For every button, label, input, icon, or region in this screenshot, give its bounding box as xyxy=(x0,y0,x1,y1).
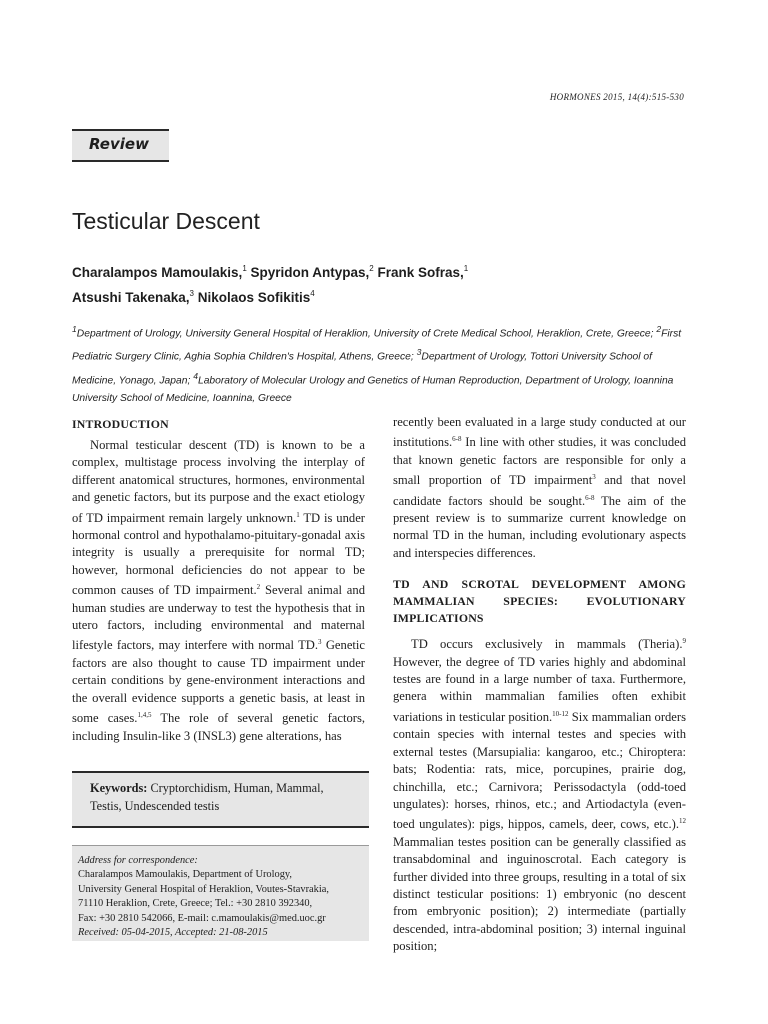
section-heading-td-scrotal: TD AND SCROTAL DEVELOPMENT AMONG MAMMALIAN SPECIES: EVOLUTIONARY IMPLICATIONS xyxy=(393,577,686,626)
body-text: Normal testicular descent (TD) is known to be a complex, multistage process involving the interplay of different anatomical structures, hormones, environmental and genetic factors, but its purpose and the exact etiology of TD impairment remain largely unknown. xyxy=(72,438,365,525)
body-text: TD is under hormonal control and hypothalamo-pituitary-gonadal axis integrity is usually a prerequisite for normal TD; however, hormonal deficiencies do not appear to be common causes of TD impairment. xyxy=(72,510,365,598)
author-affiliation-mark: 4 xyxy=(310,289,315,298)
section-heading-introduction: INTRODUCTION xyxy=(72,417,169,431)
affiliation-text: Laboratory of Molecular Urology and Genetics of Human Reproduction, Department of Urology, Ioannina University School of Medicine, Ioannina, Greece xyxy=(72,375,674,405)
citation: 1,4,5 xyxy=(137,711,152,720)
article-title: Testicular Descent xyxy=(72,208,260,234)
author-name: Nikolaos Sofikitis xyxy=(197,290,311,305)
body-text: TD occurs exclusively in mammals (Theria). xyxy=(411,637,683,652)
affiliation-mark: 1 xyxy=(72,324,77,334)
affiliations xyxy=(72,320,692,408)
body-text: The aim of the present review is to summarize current knowledge on normal TD in the human, including evolutionary aspects and interspecies differences. xyxy=(393,493,686,560)
affiliation-mark: 2 xyxy=(656,324,662,334)
journal-reference: HORMONES 2015, 14(4):515-530 xyxy=(549,92,684,102)
correspondence-line: University General Hospital of Heraklion, Voutes-Stavrakia, xyxy=(78,883,329,895)
author-list xyxy=(72,258,692,308)
received-accepted-dates: Received: 05-04-2015, Accepted: 21-08-2015 xyxy=(78,927,268,939)
body-text: However, the degree of TD varies highly and abdominal testes are found in a large number of taxa. Furthermore, genera within mammalian families often exhibit variations in testicular position. xyxy=(393,654,686,724)
author-affiliation-mark: 1 xyxy=(463,264,469,273)
author-affiliation-mark: 3 xyxy=(189,289,194,298)
body-text: and that novel candidate factors should be sought. xyxy=(393,473,687,508)
keywords-label: Keywords: xyxy=(90,781,148,795)
keywords-text: Cryptorchidism, Human, Mammal, Testis, Undescended testis xyxy=(90,781,324,813)
correspondence-title: Address for correspondence: xyxy=(78,855,198,866)
citation: 3 xyxy=(592,473,596,482)
citation: 10-12 xyxy=(552,709,569,718)
author-name: Frank Sofras, xyxy=(377,265,464,280)
author-name: Spyridon Antypas, xyxy=(250,265,370,280)
author-name: Atsushi Takenaka, xyxy=(72,290,190,305)
affiliation-text: First Pediatric Surgery Clinic, Aghia Sophia Children's Hospital, Athens, Greece; xyxy=(72,328,682,363)
keywords-box xyxy=(72,771,369,828)
correspondence-line: 71110 Heraklion, Crete, Greece; Tel.: +30 2810 392340, xyxy=(78,898,313,910)
body-text: Six mammalian orders contain species with internal testes and species with external testes (Marsupialia: kangaroo, etc.; Chiroptera: bats; Rodentia: rats, mice, porcupines, prairie dog, chinchilla, etc.; Carnivora; Perissodactyla (odd-toed ungulates): horses, rhinos, etc.; and Artiodactyla (even-toed ungulates): pigs, hippos, camels, deer, cows, etc.). xyxy=(393,709,686,832)
citation: 3 xyxy=(318,638,322,647)
body-text: Mammalian testes position can be generally classified as transabdominal and inguinoscrotal. Each category is further divided into three groups, resulting in a total of six distinct testicular positions: 1) embryonic (no descent from embryonic position); 2) intermediate (partially descended, intra-abdominal position; 3) internal inguinal position; xyxy=(393,834,686,954)
correspondence-line: Fax: +30 2810 542066, E-mail: c.mamoulakis@med.uoc.gr xyxy=(78,912,326,924)
body-text: The role of several genetic factors, including Insulin-like 3 (INSL3) gene alterations, has xyxy=(72,711,366,743)
correspondence-box xyxy=(72,845,369,941)
td-paragraph xyxy=(393,633,686,955)
citation: 1 xyxy=(296,510,300,519)
right-column xyxy=(393,414,686,956)
section-label: Review xyxy=(89,135,149,153)
intro-paragraph xyxy=(72,437,365,745)
body-text: Several animal and human studies are underway to test the hypothesis that in utero factors, including environmental and maternal lifestyle factors, may interfere with normal TD. xyxy=(72,583,365,653)
body-text: In line with other studies, it was concluded that known genetic factors are responsible for only a small proportion of TD impairment xyxy=(393,435,686,488)
citation: 6-8 xyxy=(585,493,595,502)
section-label-box xyxy=(72,129,169,162)
author-name: Charalampos Mamoulakis, xyxy=(72,265,243,280)
author-affiliation-mark: 2 xyxy=(369,264,374,273)
correspondence-line: Charalampos Mamoulakis, Department of Urology, xyxy=(78,869,293,881)
author-affiliation-mark: 1 xyxy=(242,264,247,273)
citation: 2 xyxy=(256,583,261,592)
body-text: recently been evaluated in a large study conducted at our institutions. xyxy=(393,415,686,450)
affiliation-text: Department of Urology, University General Hospital of Heraklion, University of Crete Medical School, Heraklion, Crete, Greece; xyxy=(76,328,657,340)
left-column xyxy=(72,414,365,745)
intro-continuation-paragraph xyxy=(393,414,686,562)
body-text: Genetic factors are also thought to cause TD impairment under certain conditions by gene-environment interactions and the overall evidence supports a genetic basis, at least in some cases. xyxy=(72,638,365,726)
affiliation-mark: 4 xyxy=(193,370,198,381)
citation: 9 xyxy=(682,637,686,646)
affiliation-text: Department of Urology, Tottori University School of Medicine, Yonago, Japan; xyxy=(72,351,653,387)
affiliation-mark: 3 xyxy=(416,347,422,358)
citation: 12 xyxy=(679,817,686,826)
citation: 6-8 xyxy=(452,435,462,444)
